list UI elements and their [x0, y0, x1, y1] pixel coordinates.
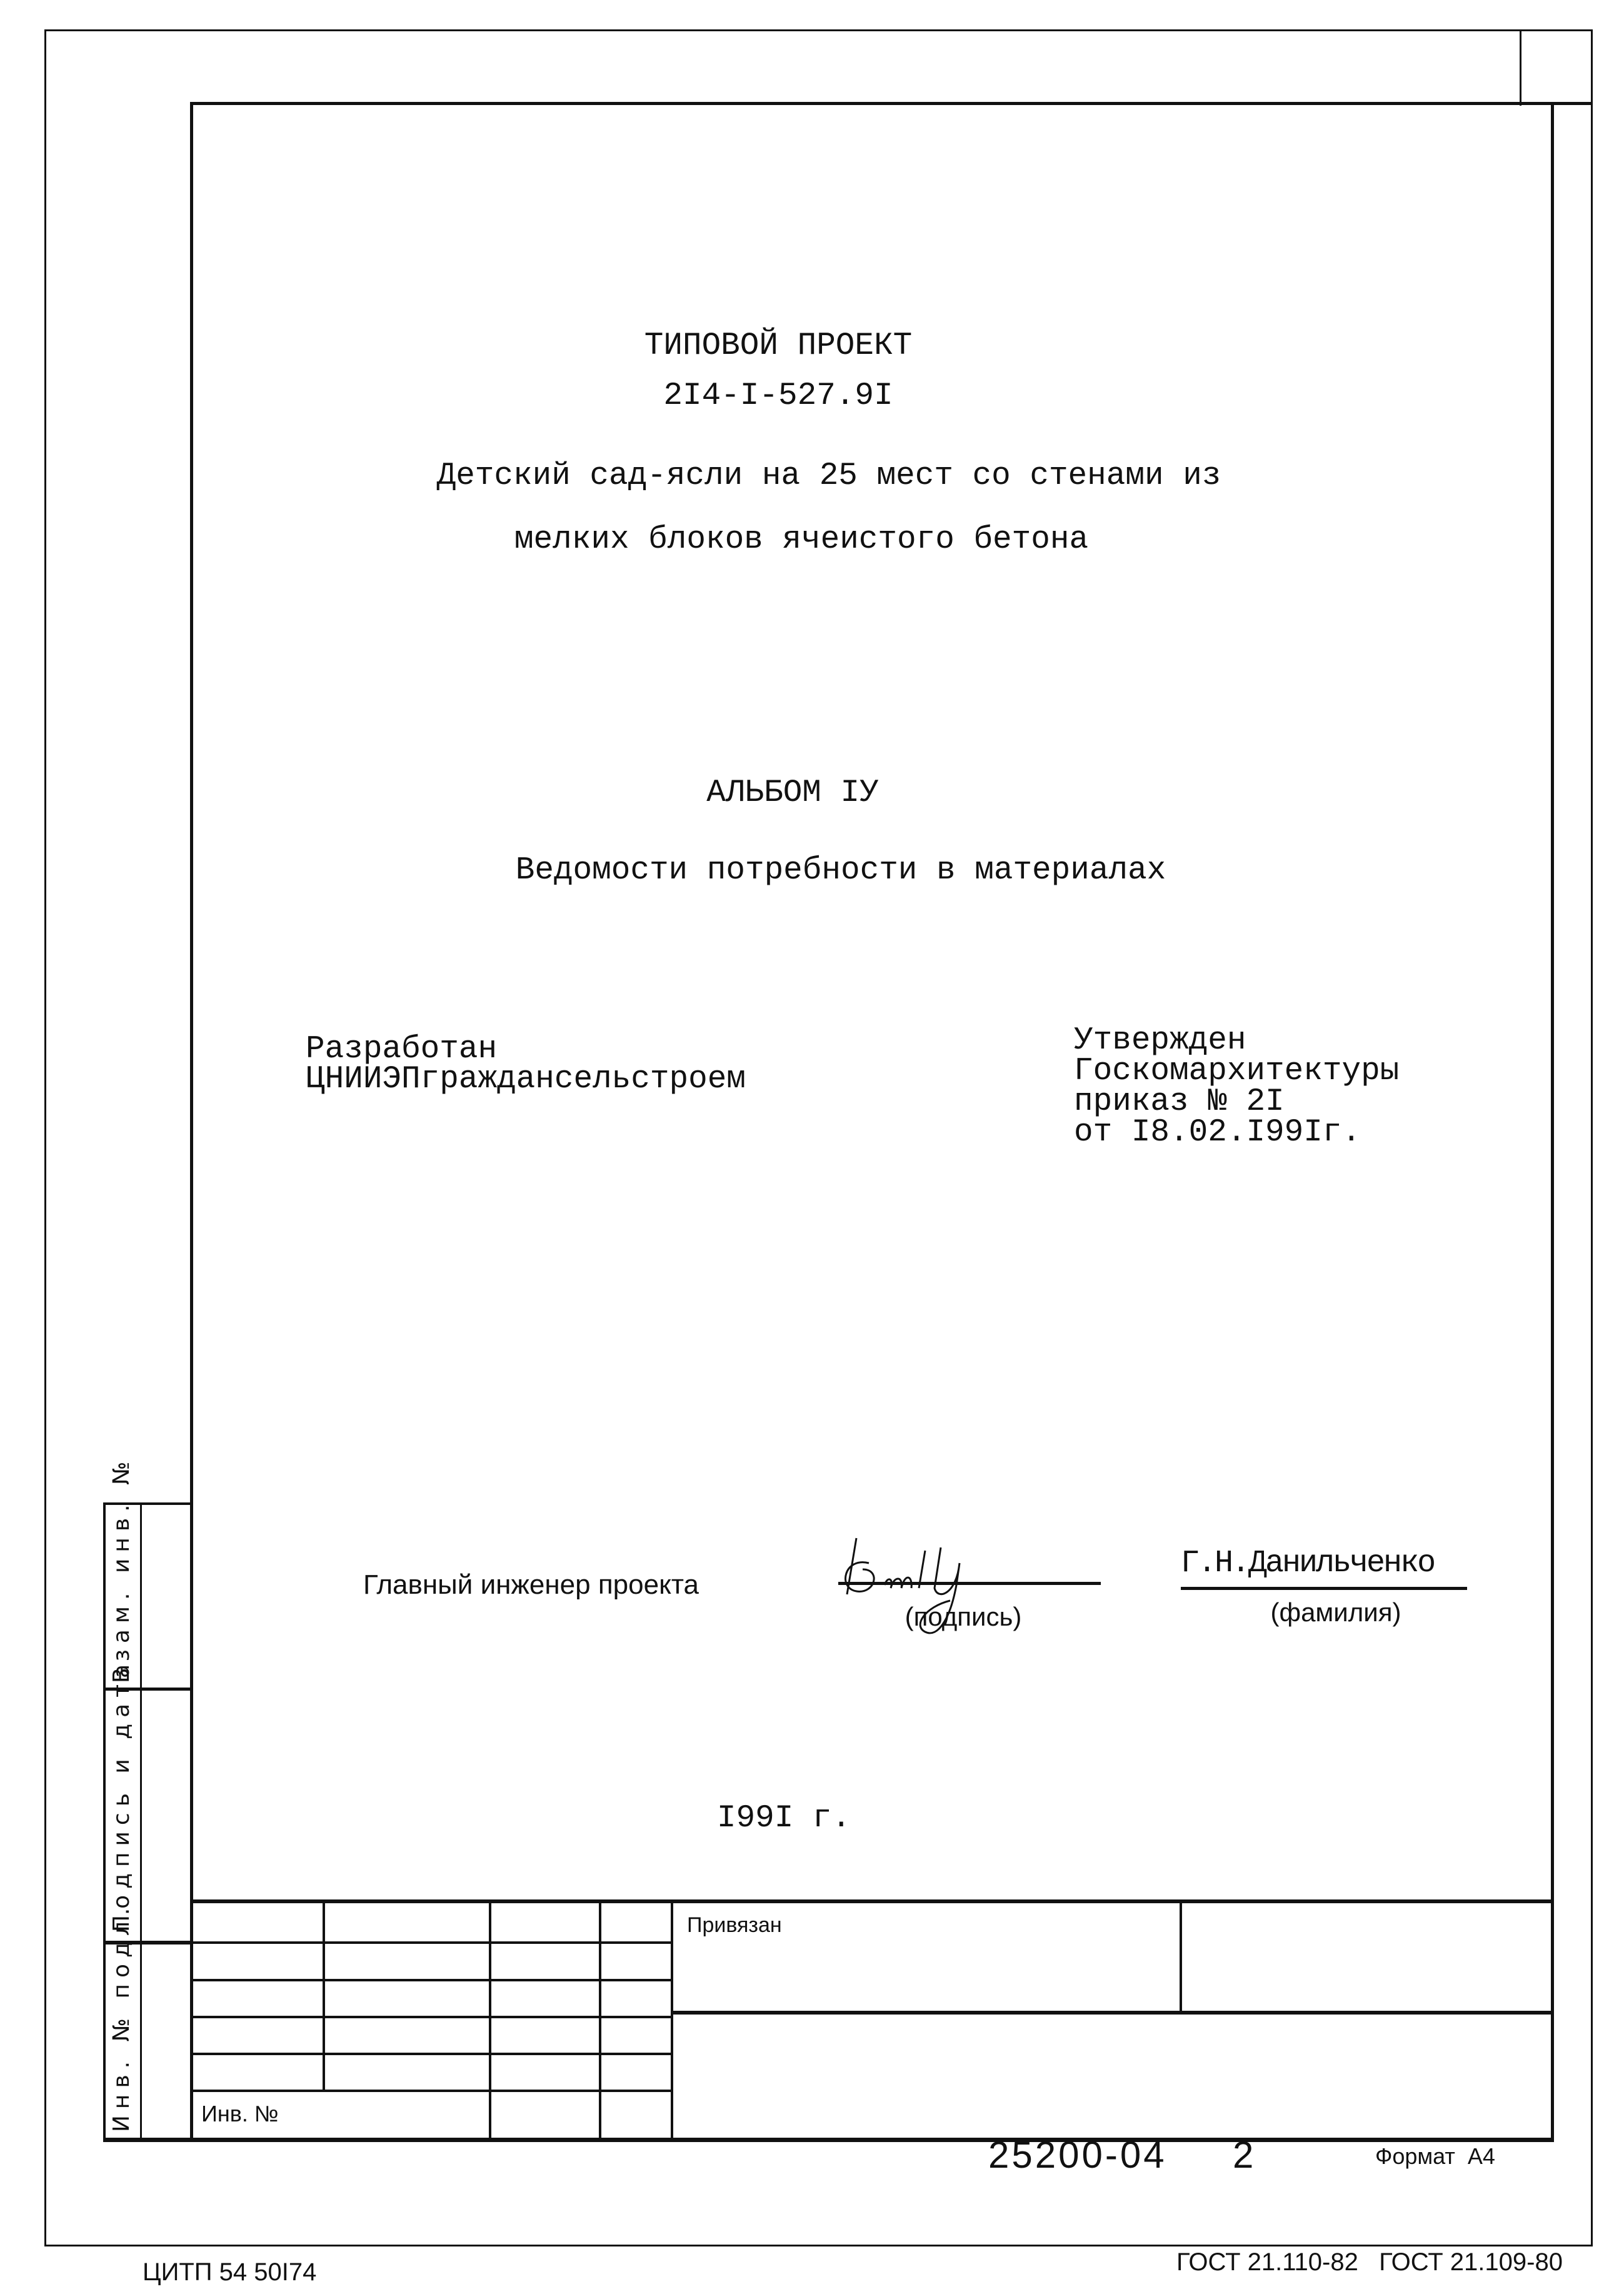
year: I99I г. — [716, 1801, 851, 1836]
chief-engineer-label: Главный инженер проекта — [363, 1569, 699, 1600]
developed-label: Разработан — [306, 1032, 498, 1067]
name-underline — [1181, 1587, 1467, 1590]
printer-code: ЦИТП 54 50I74 — [143, 2258, 317, 2286]
name-caption: (фамилия) — [1270, 1597, 1401, 1627]
sheet-number: 2 — [1233, 2134, 1254, 2176]
approved-line1: Утвержден — [1074, 1023, 1246, 1059]
engineer-name: Г.Н.Данильченко — [1181, 1546, 1435, 1581]
signature-line — [838, 1582, 1101, 1585]
developed-org: ЦНИИЭПграждансельстроем — [306, 1062, 746, 1097]
standards: ГОСТ 21.110-82 ГОСТ 21.109-80 — [1176, 2248, 1563, 2276]
inv-no-label: Инв. № — [201, 2101, 279, 2126]
album-number: АЛЬБОМ IУ — [706, 775, 879, 811]
attached-label: Привязан — [687, 1913, 782, 1937]
signature — [831, 1526, 1106, 1651]
approved-line3: приказ № 2I — [1074, 1084, 1285, 1120]
replace-inv-label: Взам. инв. № — [109, 1455, 134, 1683]
format-label: Формат А4 — [1375, 2143, 1495, 2169]
approved-line4: от I8.02.I99Iг. — [1074, 1115, 1361, 1150]
project-name-line2: мелких блоков ячеистого бетона — [514, 522, 1089, 558]
inv-orig-label: Инв. № подл. — [109, 1901, 134, 2132]
project-name-line1: Детский сад-ясли на 25 мест со стенами из — [436, 458, 1221, 494]
project-code: 2I4-I-527.9I — [663, 378, 893, 414]
project-type: ТИПОВОЙ ПРОЕКТ — [644, 328, 913, 364]
doc-number: 25200-04 — [988, 2134, 1167, 2176]
approved-line2: Госкомархитектуры — [1074, 1054, 1400, 1089]
album-title: Ведомости потребности в материалах — [515, 853, 1166, 888]
sign-date-label: Подпись и дата — [109, 1658, 134, 1932]
signature-caption: (подпись) — [905, 1602, 1022, 1631]
